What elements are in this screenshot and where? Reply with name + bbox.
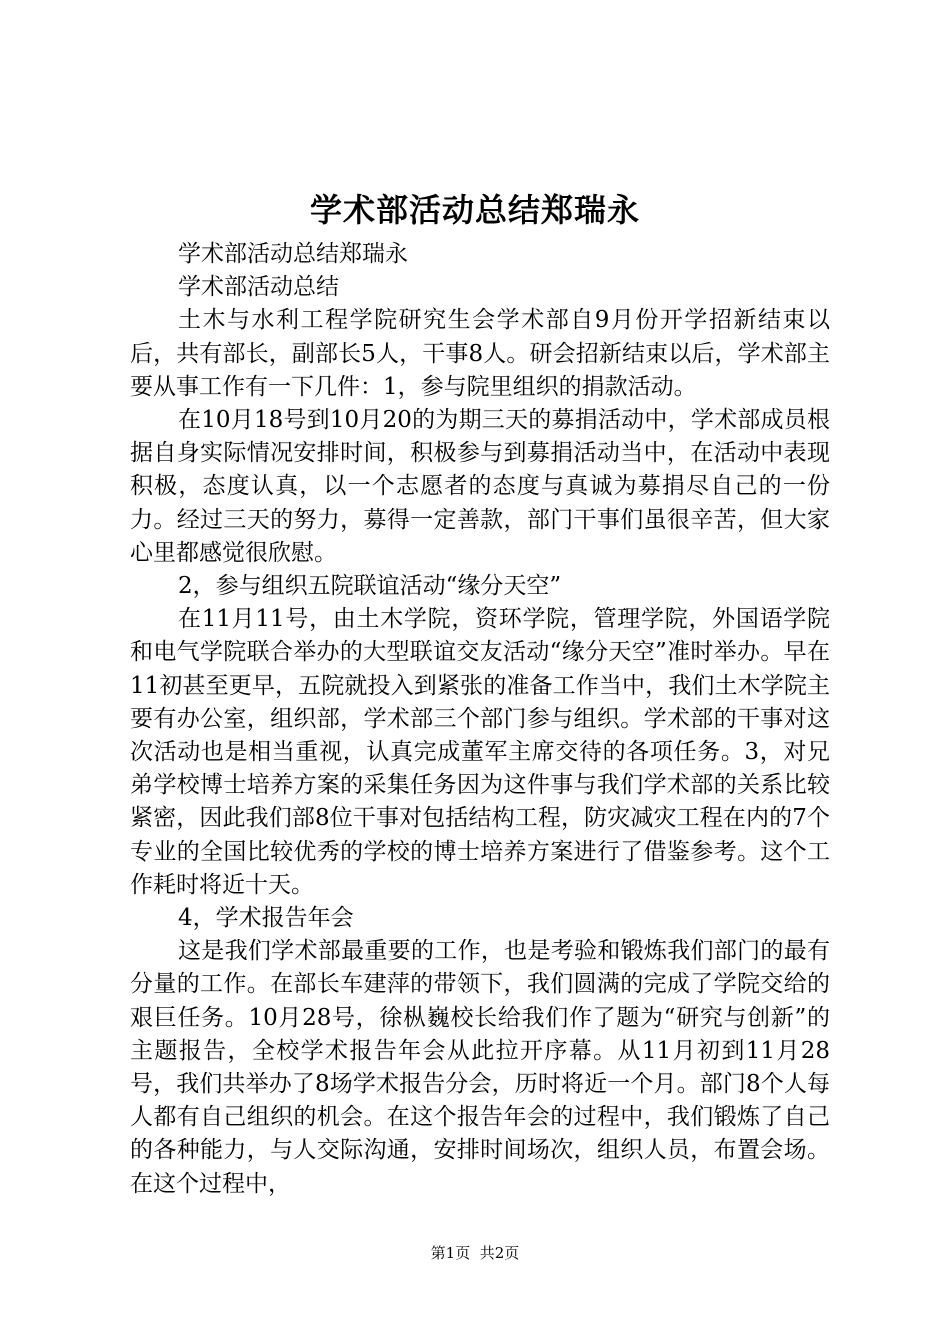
paragraph-event: 在11月11号，由土木学院，资环学院，管理学院，外国语学院和电气学院联合举办的大型联谊交友活动“缘分天空”准时举办。早在11初甚至更早，五院就投入到紧张的准备工作当中，我们土木学院主要有办公室，组织部，学术部三个部门参与组织。学术部的干事对这次活动也是相当重视，认真完成董军主席交待的各项任务。3，对兄弟学校博士培养方案的采集任务因为这件事与我们学术部的关系比较紧密，因此我们部8位干事对包括结构工程，防灾减灾工程在内的7个专业的全国比较优秀的学校的博士培养方案进行了借鉴参考。这个工作耗时将近十天。	[130, 606, 830, 898]
paragraph-section-2: 2，参与组织五院联谊活动“缘分天空”	[178, 573, 562, 600]
page-total: 共2页	[479, 1244, 520, 1262]
paragraph-annual-meeting: 这是我们学术部最重要的工作，也是考验和锻炼我们部门的最有分量的工作。在部长车建萍的带领下，我们圆满的完成了学院交给的艰巨任务。10月28号，徐枞巍校长给我们作了题为“研究与创新”的主题报告，全校学术报告年会从此拉开序幕。从11月初到11月28号，我们共举办了8场学术报告分会，历时将近一个月。部门8个人每人都有自己组织的机会。在这个报告年会的过程中，我们锻炼了自己的各种能力，与人交际沟通，安排时间场次，组织人员，布置会场。在这个过程中，	[130, 938, 830, 1197]
document-title: 学术部活动总结郑瑞永	[309, 191, 640, 229]
paragraph-heading: 学术部活动总结	[178, 274, 339, 301]
page-number: 第1页	[430, 1244, 471, 1262]
paragraph-section-4: 4，学术报告年会	[178, 905, 354, 932]
page-footer	[0, 1242, 950, 1264]
paragraph-intro: 土木与水利工程学院研究生会学术部自9月份开学招新结束以后，共有部长，副部长5人，干事8人。研会招新结束以后，学术部主要从事工作有一下几件：1，参与院里组织的捐款活动。	[130, 307, 830, 400]
paragraph-subtitle: 学术部活动总结郑瑞永	[178, 241, 408, 267]
document-body	[130, 238, 830, 1201]
paragraph-donation: 在10月18号到10月20的为期三天的募捐活动中，学术部成员根据自身实际情况安排时间，积极参与到募捐活动当中，在活动中表现积极，态度认真，以一个志愿者的态度与真诚为募捐尽自己的一份力。经过三天的努力，募得一定善款，部门干事们虽很辛苦，但大家心里都感觉很欣慰。	[130, 407, 830, 566]
